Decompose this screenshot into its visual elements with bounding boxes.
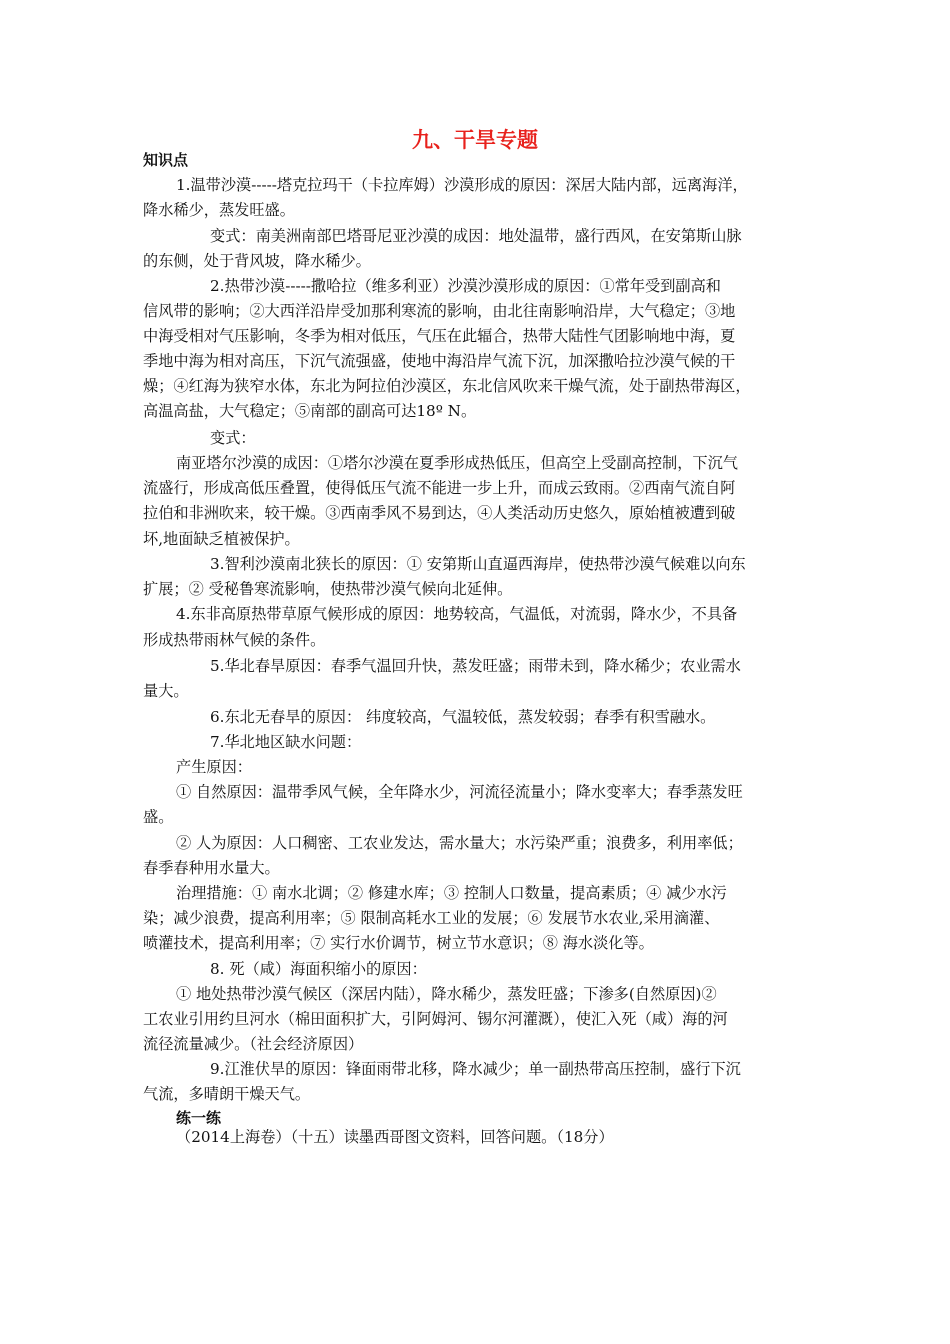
text-line: 南亚塔尔沙漠的成因：①塔尔沙漠在夏季形成热低压，但高空上受副高控制，下沉气 <box>176 454 738 472</box>
text-line: 8. 死（咸）海面积缩小的原因： <box>210 960 427 978</box>
text-line: （2014上海卷）（十五）读墨西哥图文资料，回答问题。（18分） <box>176 1128 614 1146</box>
text-line: 工农业引用约旦河水（棉田面积扩大，引阿姆河、锡尔河灌溉），使汇入死（咸）海的河 <box>143 1010 728 1028</box>
text-line: 的东侧，处于背风坡，降水稀少。 <box>143 252 371 270</box>
section-heading: 知识点 <box>143 151 189 169</box>
text-line: 形成热带雨林气候的条件。 <box>143 631 326 649</box>
text-line: 高温高盐，大气稳定；⑤南部的副高可达18º N。 <box>143 402 477 420</box>
section-heading: 练一练 <box>176 1109 222 1127</box>
text-line: 9.江淮伏旱的原因：锋面雨带北移，降水减少；单一副热带高压控制，盛行下沉 <box>210 1060 741 1078</box>
text-line: 坏,地面缺乏植被保护。 <box>143 530 300 548</box>
text-line: 降水稀少，蒸发旺盛。 <box>143 201 295 219</box>
text-line: ① 自然原因：温带季风气候，全年降水少，河流径流量小；降水变率大；春季蒸发旺 <box>176 783 743 801</box>
text-line: 4.东非高原热带草原气候形成的原因：地势较高，气温低，对流弱，降水少，不具备 <box>176 605 738 623</box>
text-line: 1.温带沙漠-----塔克拉玛干（卡拉库姆）沙漠形成的原因：深居大陆内部，远离海洋， <box>176 176 748 194</box>
text-line: 春季春种用水量大。 <box>143 859 280 877</box>
text-line: 扩展；② 受秘鲁寒流影响，使热带沙漠气候向北延伸。 <box>143 580 513 598</box>
text-line: 变式： <box>210 429 256 447</box>
text-line: 变式：南美洲南部巴塔哥尼亚沙漠的成因：地处温带，盛行西风，在安第斯山脉 <box>210 227 742 245</box>
text-line: 拉伯和非洲吹来，较干燥。③西南季风不易到达，④人类活动历史悠久，原始植被遭到破 <box>143 504 736 522</box>
text-line: 气流，多晴朗干燥天气。 <box>143 1085 311 1103</box>
text-line: 盛。 <box>143 808 174 826</box>
text-line: 产生原因： <box>176 758 252 776</box>
text-line: 3.智利沙漠南北狭长的原因：① 安第斯山直逼西海岸，使热带沙漠气候难以向东 <box>210 555 746 573</box>
text-line: 中海受相对气压影响，冬季为相对低压，气压在此辐合，热带大陆性气团影响地中海，夏 <box>143 327 736 345</box>
text-line: 治理措施：① 南水北调；② 修建水库；③ 控制人口数量，提高素质；④ 减少水污 <box>176 884 727 902</box>
text-line: ① 地处热带沙漠气候区（深居内陆），降水稀少，蒸发旺盛；下渗多(自然原因)② <box>176 985 717 1003</box>
text-line: 流径流量减少。（社会经济原因） <box>143 1035 364 1053</box>
text-line: 6.东北无春旱的原因： 纬度较高，气温较低，蒸发较弱；春季有积雪融水。 <box>210 708 716 726</box>
text-line: 喷灌技术，提高利用率；⑦ 实行水价调节，树立节水意识；⑧ 海水淡化等。 <box>143 934 654 952</box>
text-line: 7.华北地区缺水问题： <box>210 733 362 751</box>
text-line: 染；减少浪费，提高利用率；⑤ 限制高耗水工业的发展；⑥ 发展节水农业,采用滴灌、 <box>143 909 720 927</box>
text-line: 信风带的影响；②大西洋沿岸受加那利寒流的影响，由北往南影响沿岸，大气稳定；③地 <box>143 302 736 320</box>
text-line: 5.华北春旱原因：春季气温回升快，蒸发旺盛；雨带未到，降水稀少；农业需水 <box>210 657 741 675</box>
page-title: 九、干旱专题 <box>412 128 538 152</box>
text-line: 季地中海为相对高压，下沉气流强盛，使地中海沿岸气流下沉，加深撒哈拉沙漠气候的干 <box>143 352 736 370</box>
text-line: 流盛行，形成高低压叠置，使得低压气流不能进一步上升，而成云致雨。②西南气流自阿 <box>143 479 736 497</box>
text-line: ② 人为原因：人口稠密、工农业发达，需水量大；水污染严重；浪费多，利用率低； <box>176 834 743 852</box>
text-line: 2.热带沙漠-----撒哈拉（维多利亚）沙漠沙漠形成的原因：①常年受到副高和 <box>210 277 721 295</box>
text-line: 燥；④红海为狭窄水体，东北为阿拉伯沙漠区，东北信风吹来干燥气流，处于副热带海区， <box>143 377 751 395</box>
text-line: 量大。 <box>143 682 189 700</box>
